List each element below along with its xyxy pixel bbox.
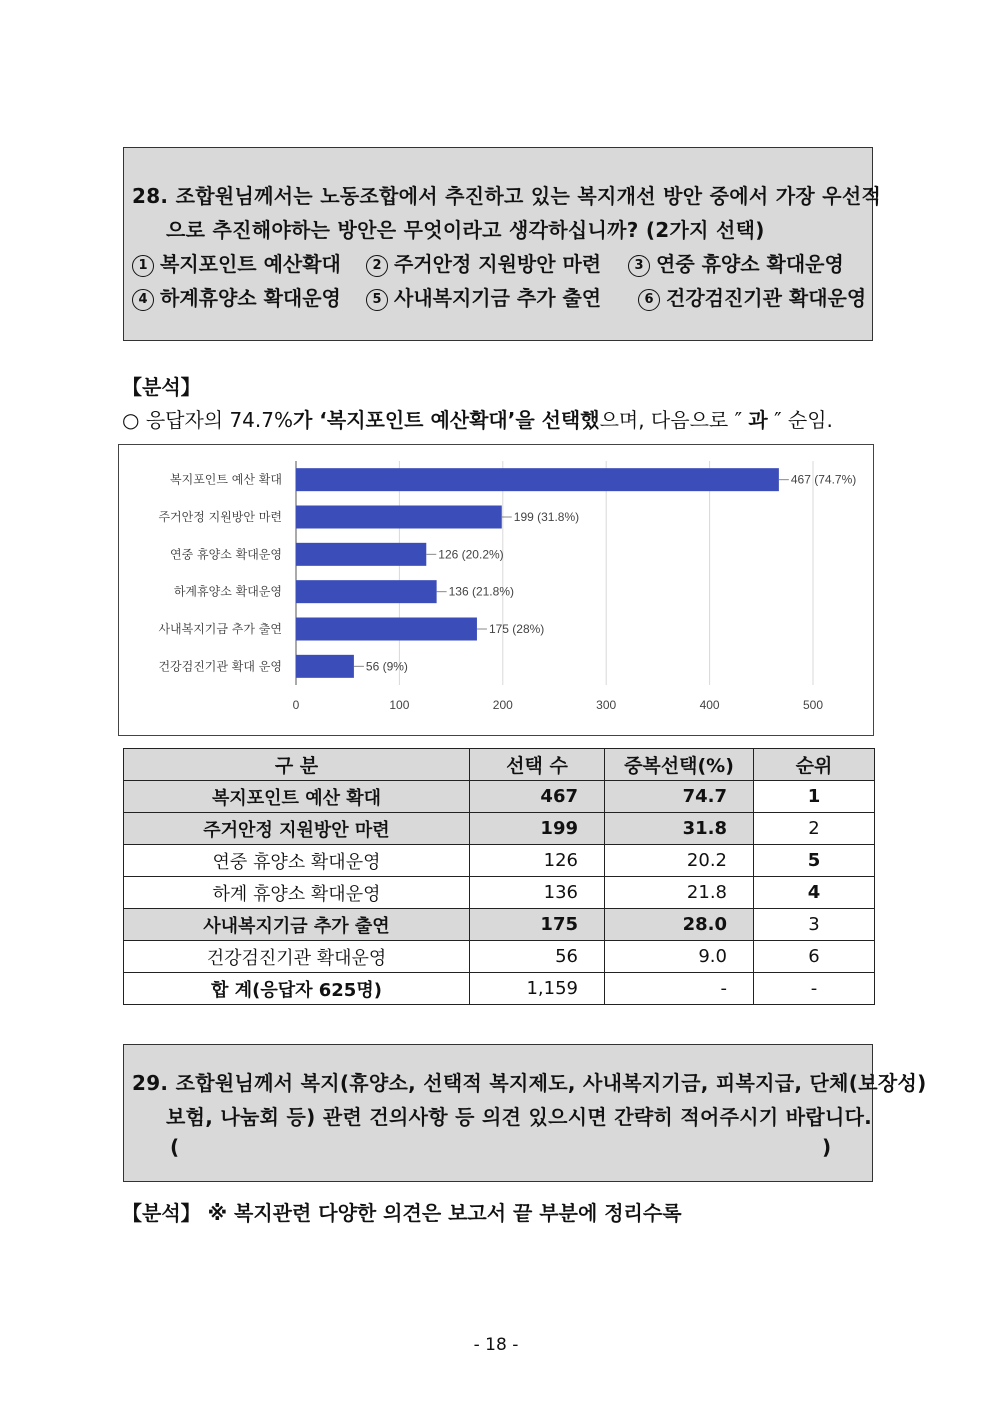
data-label: 199 (31.8%): [513, 510, 580, 524]
row-rank: 1: [754, 781, 875, 813]
question-28-box: [123, 147, 882, 341]
option-label: 건강검진기관 확대운영: [666, 286, 867, 310]
analysis-part-b: 가 ‘복지포인트 예산확대’을 선택했: [293, 408, 600, 432]
category-label: 사내복지기금 추가 출연: [158, 622, 282, 636]
analysis-part-d: 과: [748, 408, 768, 432]
summary-table: [123, 748, 875, 1005]
analysis-part-c: 으며, 다음으로 ″: [599, 408, 743, 432]
bar: [296, 468, 779, 491]
data-label: 136 (21.8%): [448, 584, 514, 599]
analysis-text: [122, 404, 833, 433]
x-tick-label: 400: [699, 698, 720, 712]
row-label: 건강검진기관 확대운영: [124, 941, 470, 973]
row-rank: 4: [754, 877, 875, 909]
analysis-2-heading: 【분석】: [122, 1201, 201, 1225]
bar-chart-svg: [119, 445, 873, 735]
option-1: [132, 248, 341, 277]
category-label: 복지포인트 예산 확대: [170, 472, 282, 487]
table-total-row: [124, 973, 875, 1005]
option-number: 2: [366, 255, 388, 277]
analysis-2-text: ※ 복지관련 다양한 의견은 보고서 끝 부분에 정리수록: [207, 1201, 682, 1225]
row-rank: 5: [754, 845, 875, 877]
option-label: 하계휴양소 확대운영: [160, 286, 341, 310]
data-label: 56 (9%): [365, 659, 408, 674]
table-row: [124, 877, 875, 909]
row-count: 126: [470, 845, 605, 877]
option-label: 주거안정 지원방안 마련: [394, 252, 602, 276]
row-count: 467: [470, 781, 605, 813]
row-label: 사내복지기금 추가 출연: [124, 909, 470, 941]
x-tick-label: 200: [492, 698, 513, 712]
row-percent: 31.8: [605, 813, 754, 845]
row-label: 연중 휴양소 확대운영: [124, 845, 470, 877]
category-label: 주거안정 지원방안 마련: [158, 510, 282, 524]
close-paren: ): [822, 1135, 832, 1159]
option-number: 4: [132, 289, 154, 311]
option-3: [628, 248, 844, 277]
table-row: [124, 909, 875, 941]
table-row: [124, 845, 875, 877]
row-percent: 21.8: [605, 877, 754, 909]
bullet: ○: [122, 408, 140, 432]
table-header-row: [124, 749, 875, 781]
header-rank: 순위: [754, 749, 875, 781]
category-label: 하계휴양소 확대운영: [173, 584, 282, 599]
analysis-2-line: [122, 1197, 682, 1226]
row-percent: 9.0: [605, 941, 754, 973]
row-label: 주거안정 지원방안 마련: [124, 813, 470, 845]
option-6: [638, 282, 866, 311]
option-4: [132, 282, 341, 311]
option-2: [366, 248, 601, 277]
row-count: 175: [470, 909, 605, 941]
option-number: 6: [638, 289, 660, 311]
total-percent: -: [605, 973, 754, 1005]
analysis-part-e: ″ 순임.: [774, 408, 833, 432]
option-number: 5: [366, 289, 388, 311]
total-count: 1,159: [470, 973, 605, 1005]
open-paren: (: [170, 1135, 180, 1159]
question-28-line1: 28. 조합원님께서는 노동조합에서 추진하고 있는 복지개선 방안 중에서 가장 우선적: [132, 184, 882, 208]
header-percent: 중복선택(%): [605, 749, 754, 781]
question-29-line1: 29. 조합원님께서 복지(휴양소, 선택적 복지제도, 사내복지기금, 피복지급, 단체(보장성): [132, 1071, 927, 1095]
category-label: 연중 휴양소 확대운영: [170, 547, 282, 562]
bar: [296, 506, 502, 529]
analysis-heading: 【분석】: [122, 375, 201, 399]
row-percent: 28.0: [605, 909, 754, 941]
row-count: 136: [470, 877, 605, 909]
bar: [296, 580, 437, 603]
data-label: 126 (20.2%): [438, 547, 504, 562]
x-tick-label: 300: [596, 698, 617, 712]
header-count: 선택 수: [470, 749, 605, 781]
x-tick-label: 500: [802, 698, 824, 712]
bar: [296, 655, 354, 678]
row-rank: 2: [754, 813, 875, 845]
row-percent: 20.2: [605, 845, 754, 877]
option-5: [366, 282, 601, 311]
row-rank: 3: [754, 909, 875, 941]
question-29-box: [123, 1044, 927, 1182]
category-label: 건강검진기관 확대 운영: [158, 659, 282, 674]
row-count: 199: [470, 813, 605, 845]
question-28-line2: 으로 추진해야하는 방안은 무엇이라고 생각하십니까? (2가지 선택): [166, 218, 765, 242]
bar: [296, 618, 477, 641]
option-label: 사내복지기금 추가 출연: [394, 286, 602, 310]
row-label: 복지포인트 예산 확대: [124, 781, 470, 813]
bar-chart: [118, 444, 874, 736]
x-tick-label: 0: [292, 698, 300, 712]
table-row: [124, 941, 875, 973]
header-category: 구 분: [124, 749, 470, 781]
row-count: 56: [470, 941, 605, 973]
x-tick-label: 100: [389, 698, 410, 712]
total-label: 합 계(응답자 625명): [124, 973, 470, 1005]
data-label: 467 (74.7%): [790, 472, 857, 487]
option-label: 연중 휴양소 확대운영: [656, 252, 844, 276]
row-rank: 6: [754, 941, 875, 973]
option-number: 3: [628, 255, 650, 277]
row-label: 하계 휴양소 확대운영: [124, 877, 470, 909]
table-row: [124, 781, 875, 813]
option-label: 복지포인트 예산확대: [160, 252, 341, 276]
row-percent: 74.7: [605, 781, 754, 813]
question-29-line2: 보험, 나눔회 등) 관련 건의사항 등 의견 있으시면 간략히 적어주시기 바랍니다.: [166, 1105, 873, 1129]
data-label: 175 (28%): [488, 622, 545, 636]
table-row: [124, 813, 875, 845]
total-rank: -: [754, 973, 875, 1005]
option-number: 1: [132, 255, 154, 277]
bar: [296, 543, 426, 566]
analysis-part-a: 응답자의 74.7%: [145, 408, 293, 432]
page-number: - 18 -: [473, 1335, 519, 1355]
